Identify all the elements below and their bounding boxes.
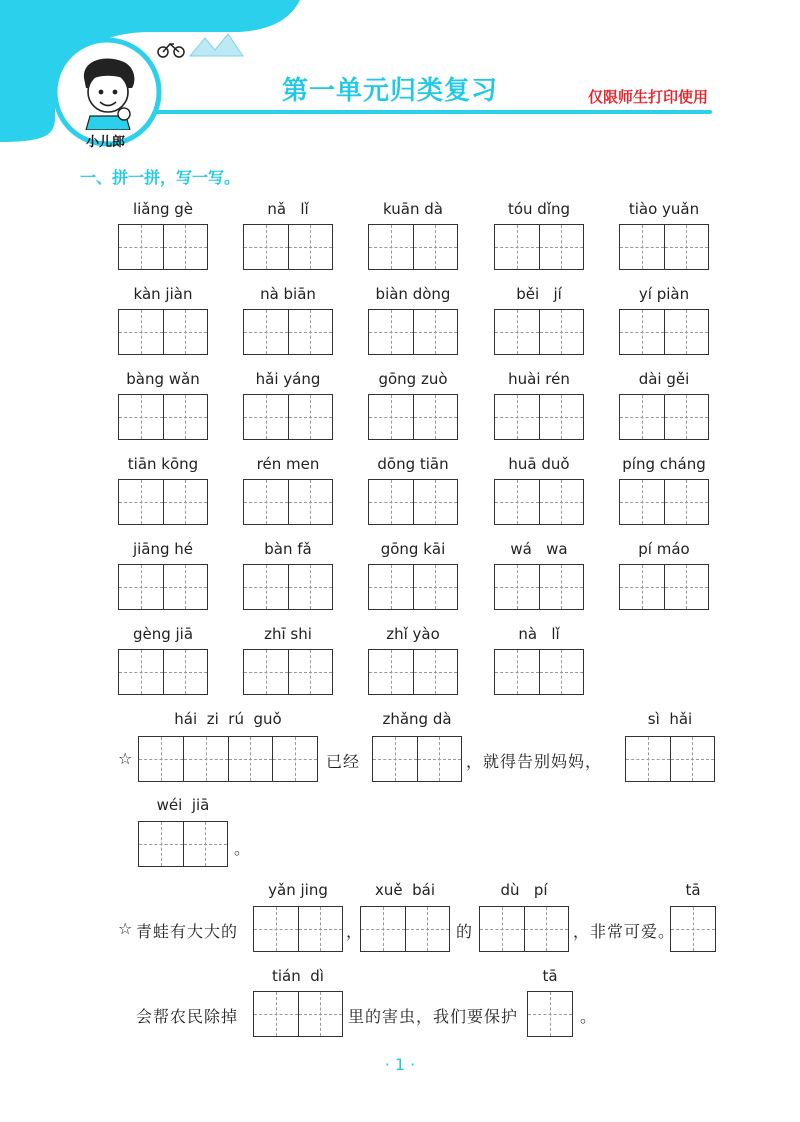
writing-cell[interactable] — [119, 650, 163, 694]
writing-box-2[interactable] — [368, 394, 458, 440]
sentence-text: ，就得告别妈妈， — [466, 752, 603, 771]
writing-box-2[interactable] — [243, 564, 333, 610]
writing-box-2[interactable] — [372, 736, 462, 782]
writing-box-2[interactable] — [619, 224, 709, 270]
writing-cell[interactable] — [539, 310, 584, 354]
writing-box-2[interactable] — [368, 564, 458, 610]
writing-box-2[interactable] — [243, 394, 333, 440]
star-mark: ☆ — [118, 749, 134, 768]
pinyin-label: dù pí — [500, 881, 548, 899]
sentence-text: 的 — [456, 922, 474, 941]
writing-cell[interactable] — [495, 480, 539, 524]
writing-cell[interactable] — [163, 480, 208, 524]
sentence-text: 已经 — [326, 752, 361, 771]
writing-box-2[interactable] — [118, 649, 208, 695]
writing-box-2[interactable] — [368, 309, 458, 355]
pinyin-label: yǎn jing — [268, 881, 328, 899]
pinyin-label: tiào yuǎn — [628, 200, 700, 218]
pinyin-label: zhǐ yào — [386, 625, 440, 643]
pinyin-label: tā — [685, 881, 701, 899]
writing-box-2[interactable] — [118, 479, 208, 525]
writing-cell[interactable] — [539, 395, 584, 439]
pinyin-label: nà lǐ — [518, 625, 560, 643]
writing-cell[interactable] — [413, 480, 458, 524]
sentence-end: 。 — [580, 1007, 598, 1026]
writing-cell[interactable] — [620, 565, 664, 609]
sentence-text: 里的害虫，我们要保护 — [348, 1007, 519, 1026]
writing-box-2[interactable] — [243, 224, 333, 270]
writing-cell[interactable] — [119, 565, 163, 609]
writing-cell[interactable] — [539, 565, 584, 609]
writing-cell[interactable] — [664, 565, 709, 609]
sentence-end: 。 — [234, 839, 252, 858]
pinyin-label: jiāng hé — [132, 540, 194, 558]
pinyin-label: liǎng gè — [132, 200, 194, 218]
writing-cell[interactable] — [163, 225, 208, 269]
writing-cell[interactable] — [369, 650, 413, 694]
pinyin-label: gōng zuò — [378, 370, 448, 388]
pinyin-label: běi jí — [516, 285, 562, 303]
writing-cell[interactable] — [369, 565, 413, 609]
writing-cell[interactable] — [288, 225, 333, 269]
writing-cell[interactable] — [539, 650, 584, 694]
pinyin-label: gèng jiā — [132, 625, 194, 643]
writing-box-2[interactable] — [118, 309, 208, 355]
writing-cell[interactable] — [244, 650, 288, 694]
sentence-text: 青蛙有大大的 — [136, 922, 239, 941]
pinyin-label: dài gěi — [638, 370, 690, 388]
page-number: · 1 · — [384, 1055, 416, 1074]
writing-cell[interactable] — [413, 650, 458, 694]
writing-cell[interactable] — [244, 565, 288, 609]
sentence-text: ，非常可爱。 — [573, 922, 676, 941]
writing-cell[interactable] — [413, 395, 458, 439]
writing-cell[interactable] — [369, 480, 413, 524]
writing-cell[interactable] — [163, 395, 208, 439]
writing-cell[interactable] — [620, 225, 664, 269]
writing-cell[interactable] — [163, 310, 208, 354]
writing-box-2[interactable] — [494, 564, 584, 610]
pinyin-label: wéi jiā — [156, 796, 210, 814]
mascot-boy-icon — [76, 56, 140, 130]
pinyin-label: wá wa — [510, 540, 568, 558]
writing-box-2[interactable] — [619, 309, 709, 355]
pinyin-label: kuān dà — [383, 200, 443, 218]
writing-cell[interactable] — [539, 225, 584, 269]
writing-box-1[interactable] — [670, 906, 716, 952]
pinyin-label: gōng kāi — [380, 540, 446, 558]
writing-cell[interactable] — [119, 480, 163, 524]
pinyin-label: hái zi rú guǒ — [174, 710, 282, 728]
writing-box-2[interactable] — [494, 224, 584, 270]
pinyin-label: sì hǎi — [647, 710, 693, 728]
pinyin-label: tián dì — [272, 967, 324, 985]
writing-cell[interactable] — [369, 395, 413, 439]
writing-box-2[interactable] — [368, 479, 458, 525]
writing-cell[interactable] — [369, 225, 413, 269]
writing-cell[interactable] — [539, 480, 584, 524]
sentence-text: ， — [346, 922, 364, 941]
writing-box-2[interactable] — [243, 309, 333, 355]
writing-box-2[interactable] — [494, 649, 584, 695]
pinyin-label: xuě bái — [374, 881, 436, 899]
writing-box-2[interactable] — [118, 564, 208, 610]
writing-box-2[interactable] — [118, 224, 208, 270]
writing-box-2[interactable] — [243, 649, 333, 695]
writing-cell[interactable] — [664, 225, 709, 269]
writing-box-2[interactable] — [494, 394, 584, 440]
writing-box-2[interactable] — [118, 394, 208, 440]
pinyin-label: zhǎng dà — [382, 710, 452, 728]
writing-box-2[interactable] — [368, 224, 458, 270]
writing-box-2[interactable] — [253, 906, 343, 952]
pinyin-label: yí piàn — [638, 285, 690, 303]
writing-box-1[interactable] — [527, 991, 573, 1037]
pinyin-label: tiān kōng — [127, 455, 199, 473]
writing-cell[interactable] — [495, 395, 539, 439]
writing-cell[interactable] — [413, 310, 458, 354]
writing-box-2[interactable] — [253, 991, 343, 1037]
writing-box-2[interactable] — [619, 479, 709, 525]
writing-box-2[interactable] — [368, 649, 458, 695]
pinyin-label: zhī shi — [264, 625, 312, 643]
writing-cell[interactable] — [495, 225, 539, 269]
pinyin-label: nǎ lǐ — [267, 200, 309, 218]
writing-cell[interactable] — [664, 480, 709, 524]
star-mark: ☆ — [118, 919, 134, 938]
sentence-text: 会帮农民除掉 — [136, 1007, 239, 1026]
writing-cell[interactable] — [413, 225, 458, 269]
pinyin-label: huài rén — [508, 370, 570, 388]
writing-cell[interactable] — [163, 650, 208, 694]
writing-cell[interactable] — [288, 650, 333, 694]
writing-box-2[interactable] — [360, 906, 450, 952]
writing-box-2[interactable] — [619, 564, 709, 610]
writing-cell[interactable] — [288, 310, 333, 354]
pinyin-label: píng cháng — [622, 455, 706, 473]
writing-cell[interactable] — [620, 310, 664, 354]
writing-cell[interactable] — [119, 225, 163, 269]
writing-cell[interactable] — [664, 310, 709, 354]
writing-cell[interactable] — [244, 480, 288, 524]
section-heading: 一、拼一拼，写一写。 — [80, 168, 241, 187]
writing-box-2[interactable] — [494, 479, 584, 525]
pinyin-label: tóu dǐng — [507, 200, 571, 218]
pinyin-label: tā — [542, 967, 558, 985]
writing-cell[interactable] — [620, 395, 664, 439]
mascot-label: 小儿郎 — [86, 135, 126, 150]
pinyin-label: kàn jiàn — [133, 285, 193, 303]
writing-cell[interactable] — [369, 310, 413, 354]
pinyin-label: biàn dòng — [375, 285, 451, 303]
writing-cell[interactable] — [495, 565, 539, 609]
writing-cell[interactable] — [495, 650, 539, 694]
writing-box-2[interactable] — [625, 736, 715, 782]
bike-icon — [158, 44, 184, 57]
pinyin-label: bàng wǎn — [126, 370, 200, 388]
pinyin-label: huā duǒ — [508, 455, 570, 473]
writing-box-2[interactable] — [494, 309, 584, 355]
writing-box-2[interactable] — [243, 479, 333, 525]
pinyin-label: hǎi yáng — [255, 370, 321, 388]
writing-box-2[interactable] — [479, 906, 569, 952]
pinyin-label: nà biān — [260, 285, 316, 303]
writing-cell[interactable] — [664, 395, 709, 439]
page-title: 第一单元归类复习 — [282, 76, 499, 106]
writing-cell[interactable] — [413, 565, 458, 609]
writing-cell[interactable] — [119, 395, 163, 439]
writing-cell[interactable] — [119, 310, 163, 354]
writing-cell[interactable] — [620, 480, 664, 524]
pinyin-label: pí máo — [638, 540, 690, 558]
writing-cell[interactable] — [244, 395, 288, 439]
writing-cell[interactable] — [288, 395, 333, 439]
writing-cell[interactable] — [244, 225, 288, 269]
writing-box-2[interactable] — [138, 821, 228, 867]
writing-cell[interactable] — [163, 565, 208, 609]
pinyin-label: rén men — [256, 455, 320, 473]
pinyin-label: dōng tiān — [377, 455, 449, 473]
print-note: 仅限师生打印使用 — [588, 88, 709, 106]
writing-cell[interactable] — [495, 310, 539, 354]
writing-cell[interactable] — [288, 480, 333, 524]
writing-cell[interactable] — [244, 310, 288, 354]
writing-box-4[interactable] — [138, 736, 318, 782]
writing-box-2[interactable] — [619, 394, 709, 440]
pinyin-label: bàn fǎ — [264, 540, 312, 558]
writing-cell[interactable] — [288, 565, 333, 609]
